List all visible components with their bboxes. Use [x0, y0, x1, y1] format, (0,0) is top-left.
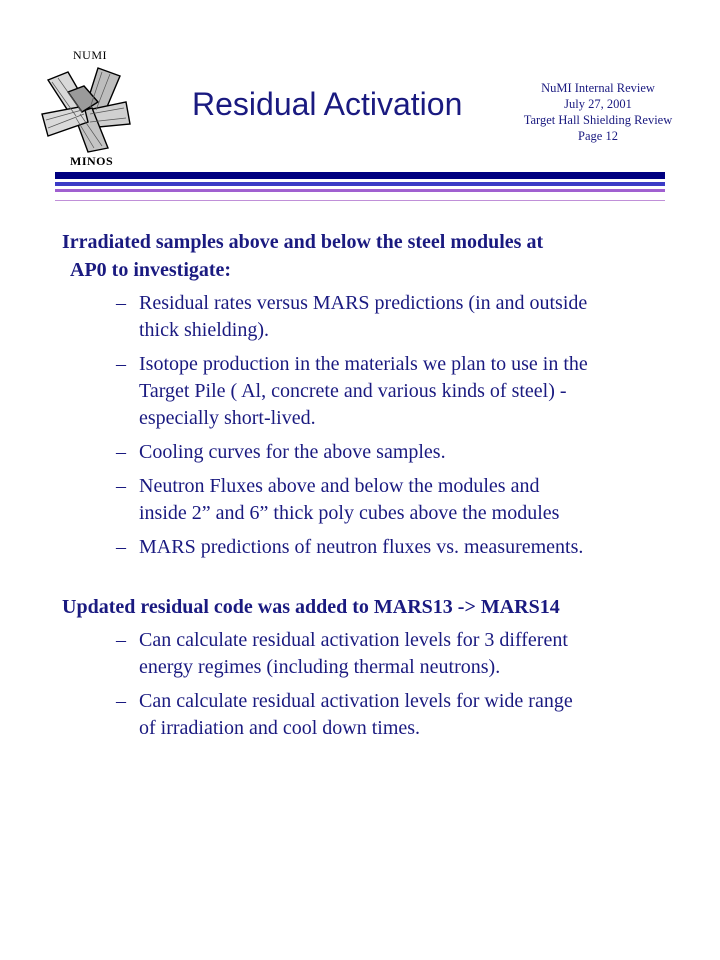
- meta-line-2: July 27, 2001: [564, 97, 632, 111]
- page-title: Residual Activation: [192, 86, 463, 122]
- list-item-line: of irradiation and cool down times.: [139, 717, 421, 739]
- meta-line-3: Target Hall Shielding Review: [523, 113, 673, 127]
- meta-line-1: NuMI Internal Review: [541, 81, 655, 95]
- rule-blue: [55, 182, 665, 186]
- list-item: [62, 627, 692, 681]
- list-dash: –: [116, 629, 126, 651]
- list-item-line: inside 2” and 6” thick poly cubes above the modules: [139, 502, 560, 524]
- list-item-line: thick shielding).: [139, 319, 269, 341]
- list-item-line: Cooling curves for the above samples.: [139, 441, 446, 463]
- rule-dark: [55, 172, 665, 179]
- meta-line-4: Page 12: [578, 129, 618, 143]
- list-item: [62, 351, 692, 432]
- section-gap: [62, 568, 692, 593]
- section1-list: [62, 290, 692, 561]
- list-item-line: Neutron Fluxes above and below the modules and: [139, 475, 540, 497]
- list-item-line: Residual rates versus MARS predictions (in and outside: [139, 292, 588, 314]
- list-item-line: MARS predictions of neutron fluxes vs. measurements.: [139, 536, 584, 558]
- section2-list: [62, 627, 692, 742]
- section1-heading-line2: AP0 to investigate:: [70, 259, 232, 281]
- slide-meta: [500, 80, 696, 144]
- list-item-line: Isotope production in the materials we plan to use in the: [139, 353, 588, 375]
- slide-content: [62, 228, 692, 749]
- list-item-line: Can calculate residual activation levels for 3 different: [139, 629, 568, 651]
- section1-heading: [62, 228, 692, 284]
- rule-purple: [55, 189, 665, 192]
- list-dash: –: [116, 441, 126, 463]
- list-item-line: Can calculate residual activation levels for wide range: [139, 690, 573, 712]
- list-dash: –: [116, 353, 126, 375]
- list-dash: –: [116, 292, 126, 314]
- list-dash: –: [116, 690, 126, 712]
- list-item: [62, 534, 692, 561]
- header-rules: [55, 172, 665, 201]
- section2-heading: Updated residual code was added to MARS13 -> MARS14: [62, 596, 560, 618]
- logo-bottom-text: MINOS: [70, 154, 114, 168]
- numi-minos-logo-icon: [38, 62, 134, 154]
- list-dash: –: [116, 536, 126, 558]
- list-item-line: energy regimes (including thermal neutrons).: [139, 656, 501, 678]
- list-item: [62, 473, 692, 527]
- list-item: [62, 290, 692, 344]
- list-dash: –: [116, 475, 126, 497]
- list-item-line: Target Pile ( Al, concrete and various kinds of steel) -: [139, 380, 567, 402]
- list-item: [62, 439, 692, 466]
- logo-top-text: NUMI: [73, 48, 107, 62]
- list-item: [62, 688, 692, 742]
- rule-light: [55, 200, 665, 201]
- list-item-line: especially short-lived.: [139, 407, 316, 429]
- section1-heading-line1: Irradiated samples above and below the steel modules at: [62, 231, 544, 253]
